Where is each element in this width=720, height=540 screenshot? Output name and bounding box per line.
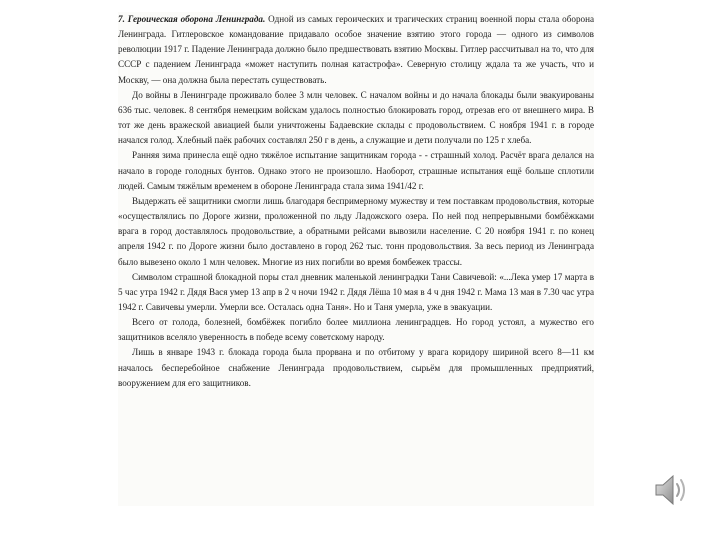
paragraph-text: Одной из самых героических и трагических страниц военной поры стала оборона Ленинграда. Гитлеровское командование придавало особое значение взятию этого города — одного из символов революции 1917 г. Падение Ленинграда должно было предшествовать взятию Москвы. Гитлер рассчитывал на то, что для СССР с падением Ленинграда «может наступить полная катастрофа». Северную столицу ждала та же участь, что и Москву, — она должна была перестать существовать. (118, 14, 594, 85)
section-heading: 7. Героическая оборона Ленинграда. (118, 14, 266, 24)
paragraph-intro (118, 12, 594, 88)
paragraph: Ранняя зима принесла ещё одно тяжёлое испытание защитникам города - - страшный холод. Расчёт врага делался на начало в городе голодных бунтов. Однако этого не произошло. Наоборот, страшные испытания ещё больше сплотили людей. Самым тяжёлым временем в обороне Ленинграда стала зима 1941/42 г. (118, 150, 594, 191)
paragraph: До войны в Ленинграде проживало более 3 млн человек. С началом войны и до начала блокады были эвакуированы 636 тыс. человек. 8 сентября немецким войскам удалось полностью блокировать город, отрезав его от внешнего мира. В тот же день вражеской авиацией были уничтожены Бадаевские склады с продовольствием. С ноября 1941 г. в городе начался голод. Хлебный паёк рабочих составлял 250 г в день, а служащие и дети получали по 125 г хлеба. (118, 89, 594, 146)
paragraph: Символом страшной блокадной поры стал дневник маленькой ленинградки Тани Савичевой: «...Лека умер 17 марта в 5 час утра 1942 г. Дядя Вася умер 13 апр в 2 ч ночи 1942 г. Дядя Лёша 10 мая в 4 ч дня 1942 г. Мама 13 мая в 7.30 час утра 1942 г. Савичевы умерли. Умерли все. Осталась одна Таня». Но и Таня умерла, уже в эвакуации. (118, 271, 594, 312)
paragraph: Всего от голода, болезней, бомбёжек погибло более миллиона ленинградцев. Но город устоял, а мужество его защитников вселяло уверенность в победе всему советскому народу. (118, 317, 594, 343)
speaker-icon[interactable] (652, 470, 692, 510)
paragraph: Выдержать её защитники смогли лишь благодаря беспримерному мужеству и тем поставкам продовольствия, которые «осуществлялись по Дороге жизни, проложенной по льду Ладожского озера. По ней под непрерывными бомбёжками врага в город доставлялось продовольствие, а обратными рейсами вывозили население. С 20 ноября 1941 г. по конец апреля 1942 г. по Дороге жизни было доставлено в город 262 тыс. тонн продовольствия. За весь период из Ленинграда было вывезено около 1 млн человек. Многие из них погибли во время бомбежек трассы. (118, 195, 594, 267)
document-page (118, 12, 594, 506)
paragraph: Лишь в январе 1943 г. блокада города была прорвана и по отбитому у врага коридору шириной всего 8—11 км началось бесперебойное снабжение Ленинграда продовольствием, сырьём для промышленных предприятий, вооружением для его защитников. (118, 347, 594, 388)
speaker-icon-graphic (652, 470, 692, 510)
